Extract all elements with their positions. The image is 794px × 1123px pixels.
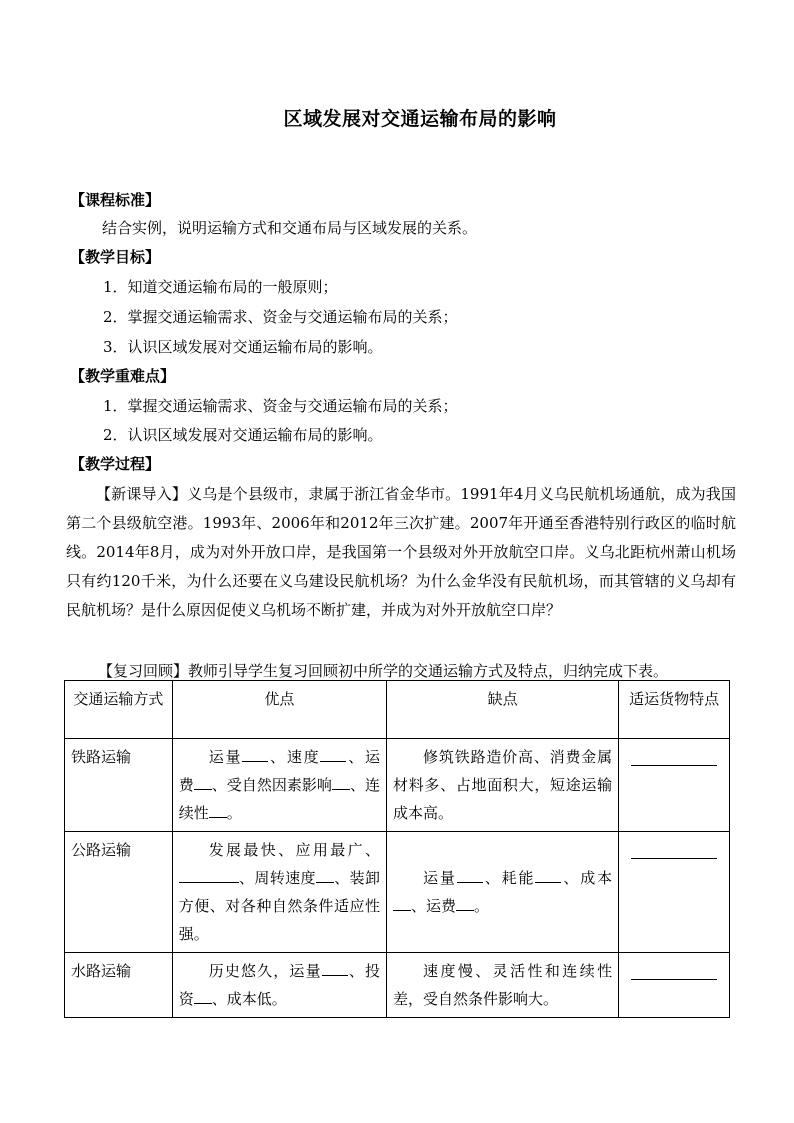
- page-title: 区域发展对交通运输布局的影响: [283, 108, 557, 130]
- section-heading-standard: 【课程标准】: [70, 191, 161, 209]
- header-disadvantages: 缺点: [387, 681, 619, 739]
- advantages-cell: 发展最快、应用最广、、周转速度 、装卸方便、对各种自然条件适应性强。: [172, 832, 386, 953]
- answer-blank[interactable]: [393, 896, 411, 911]
- review-instruction: 【复习回顾】教师引导学生复习回顾初中所学的交通运输方式及特点，归纳完成下表。: [98, 662, 669, 680]
- standard-text: 结合实例，说明运输方式和交通布局与区域发展的关系。: [102, 219, 478, 237]
- table-row: [65, 832, 730, 953]
- disadvantages-cell: 修筑铁路造价高、消费金属材料多、占地面积大，短途运输成本高。: [387, 739, 619, 832]
- answer-blank[interactable]: [535, 868, 561, 883]
- section-heading-key-points: 【教学重难点】: [70, 367, 176, 385]
- intro-paragraph: 【新课导入】义乌是个县级市，隶属于浙江省金华市。1991年4月义乌民航机场通航，成为我国第二个县级航空港。1993年、2006年和2012年三次扩建。2007年开通至香港特别行政区的临时航线。2014年8月，成为对外开放口岸，是我国第一个县级对外开放航空口岸。义乌北距杭州萧山机场只有约120千米，为什么还要在义乌建设民航机场？为什么金华没有民航机场，而其管辖的义乌却有民航机场？是什么原因促使义乌机场不断扩建，并成为对外开放航空口岸？: [66, 485, 736, 619]
- table-row: [65, 953, 730, 1018]
- answer-blank[interactable]: [242, 747, 268, 762]
- mode-cell: 公路运输: [65, 832, 173, 953]
- goal-item: 3．认识区域发展对交通运输布局的影响。: [103, 338, 383, 356]
- answer-blank[interactable]: [332, 775, 350, 790]
- table-row: [65, 739, 730, 832]
- goal-item: 1．知道交通运输布局的一般原则；: [103, 278, 338, 296]
- header-suitable-goods: 适运货物特点: [619, 681, 730, 739]
- mode-cell: 水路运输: [65, 953, 173, 1018]
- section-heading-goals: 【教学目标】: [70, 248, 161, 266]
- answer-line[interactable]: [631, 764, 717, 766]
- table-header-row: [65, 681, 730, 739]
- header-advantages: 优点: [172, 681, 386, 739]
- header-mode: 交通运输方式: [65, 681, 173, 739]
- key-point-item: 1．掌握交通运输需求、资金与交通运输布局的关系；: [103, 397, 458, 415]
- section-heading-process: 【教学过程】: [70, 455, 161, 473]
- transport-methods-table: [64, 680, 730, 1018]
- disadvantages-cell: 速度慢、灵活性和连续性差，受自然条件影响大。: [387, 953, 619, 1018]
- answer-blank[interactable]: [456, 896, 474, 911]
- goal-item: 2．掌握交通运输需求、资金与交通运输布局的关系；: [103, 308, 458, 326]
- answer-blank[interactable]: [194, 775, 212, 790]
- answer-line[interactable]: [631, 857, 717, 859]
- suitable-goods-cell: [619, 739, 730, 832]
- answer-blank[interactable]: [209, 803, 227, 818]
- advantages-cell: 运量 、速度 、运费 、受自然因素影响 、连续性 。: [172, 739, 386, 832]
- suitable-goods-cell: [619, 832, 730, 953]
- advantages-cell: 历史悠久，运量 、投资 、成本低。: [172, 953, 386, 1018]
- mode-cell: 铁路运输: [65, 739, 173, 832]
- answer-blank[interactable]: [320, 747, 346, 762]
- answer-blank[interactable]: [179, 868, 239, 883]
- answer-blank[interactable]: [457, 868, 483, 883]
- suitable-goods-cell: [619, 953, 730, 1018]
- key-point-item: 2．认识区域发展对交通运输布局的影响。: [103, 426, 383, 444]
- answer-blank[interactable]: [316, 868, 334, 883]
- answer-blank[interactable]: [194, 989, 212, 1004]
- disadvantages-cell: 运量 、耗能 、成本、运费 。: [387, 832, 619, 953]
- answer-blank[interactable]: [322, 961, 348, 976]
- answer-line[interactable]: [631, 978, 717, 980]
